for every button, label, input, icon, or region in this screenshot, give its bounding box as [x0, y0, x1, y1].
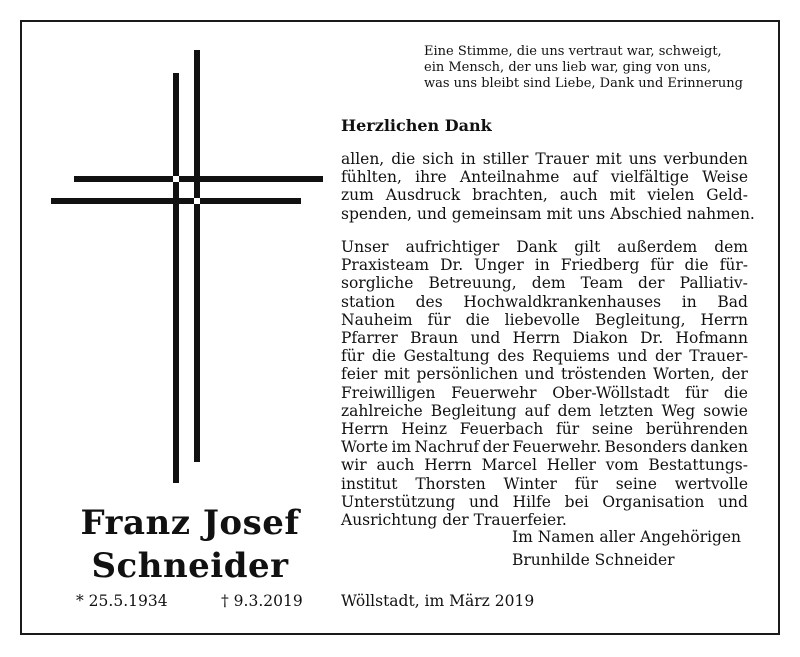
text-line: zum Ausdruck brachten, auch mit vielen Geld- — [341, 186, 748, 205]
deceased-first-name: Franz Josef — [80, 503, 300, 543]
text-line: station des Hochwaldkrankenhauses in Bad — [341, 292, 748, 311]
quote-line: ein Mensch, der uns lieb war, ging von uns, — [424, 60, 712, 75]
text-line: allen, die sich in stiller Trauer mit uns verbunden — [341, 150, 748, 168]
text-line: Worte im Nachruf der Feuerwehr. Besonders danken — [341, 438, 748, 457]
text-line: Herrn Heinz Feuerbach für seine berührenden — [341, 420, 748, 439]
text-line: fühlten, ihre Anteilnahme auf vielfältige Weise — [341, 168, 748, 187]
death-date: † 9.3.2019 — [221, 592, 303, 610]
text-line: Praxisteam Dr. Unger in Friedberg für die für- — [341, 256, 748, 275]
signature-line-1: Im Namen aller Angehörigen — [512, 528, 742, 546]
text-line: für die Gestaltung des Requiems und der Trauer- — [341, 347, 748, 366]
signature-line-2: Brunhilde Schneider — [512, 551, 675, 569]
memorial-quote — [424, 44, 764, 92]
birth-date: * 25.5.1934 — [76, 592, 168, 610]
quote-line: Eine Stimme, die uns vertraut war, schweigt, — [424, 44, 722, 59]
thanks-paragraph-1 — [341, 150, 755, 223]
text-line: Ausrichtung der Trauerfeier. — [341, 511, 567, 530]
text-line: wir auch Herrn Marcel Heller vom Bestattungs- — [341, 456, 748, 475]
text-line: Freiwilligen Feuerwehr Ober-Wöllstadt für die — [341, 383, 748, 402]
thanks-paragraph-2 — [341, 238, 748, 529]
text-line: zahlreiche Begleitung auf dem letzten Weg sowie — [341, 401, 748, 420]
text-line: sorgliche Betreuung, dem Team der Palliativ- — [341, 274, 748, 293]
text-line: institut Thorsten Winter für seine wertvolle — [341, 474, 748, 493]
text-line: Unterstützung und Hilfe bei Organisation und — [341, 492, 748, 511]
text-line: Nauheim für die liebevolle Begleitung, Herrn — [341, 310, 748, 329]
text-line: feier mit persönlichen und tröstenden Worten, der — [341, 365, 748, 384]
deceased-last-name: Schneider — [91, 546, 289, 586]
text-line: spenden, und gemeinsam mit uns Abschied nahmen. — [341, 204, 755, 223]
text-line: Unser aufrichtiger Dank gilt außerdem dem — [341, 238, 748, 256]
place-date: Wöllstadt, im März 2019 — [341, 592, 535, 610]
quote-line: was uns bleibt sind Liebe, Dank und Erinnerung — [424, 76, 743, 91]
text-line: Pfarrer Braun und Herrn Diakon Dr. Hofmann — [341, 329, 748, 348]
thanks-heading: Herzlichen Dank — [341, 116, 492, 135]
